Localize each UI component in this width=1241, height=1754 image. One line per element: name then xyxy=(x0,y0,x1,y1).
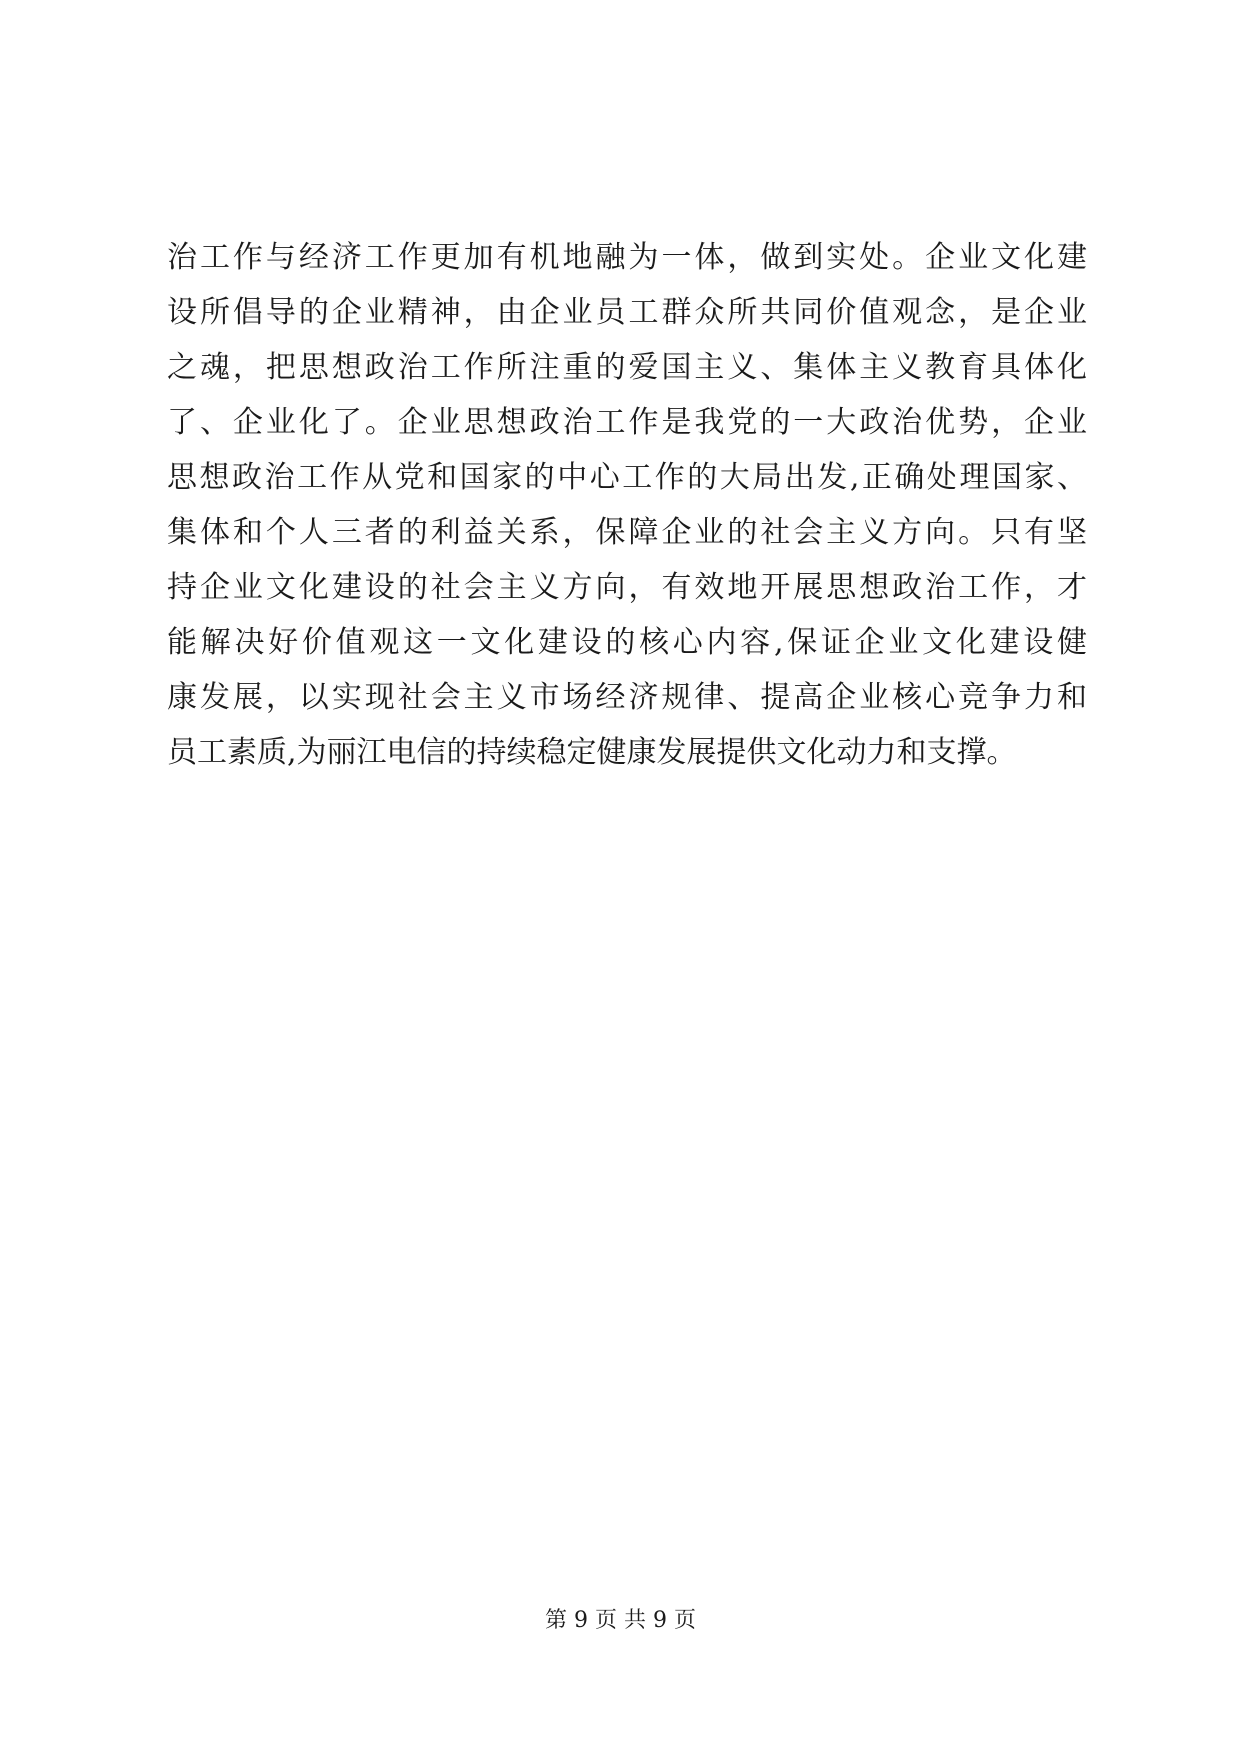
text-line: 了、企业化了。企业思想政治工作是我党的一大政治优势，企业 xyxy=(167,405,1087,440)
text-line: 集体和个人三者的利益关系，保障企业的社会主义方向。只有坚 xyxy=(167,515,1087,550)
text-line: 能解决好价值观这一文化建设的核心内容,保证企业文化建设健 xyxy=(167,625,1087,660)
text-line: 思想政治工作从党和国家的中心工作的大局出发,正确处理国家、 xyxy=(167,460,1087,495)
text-line: 员工素质,为丽江电信的持续稳定健康发展提供文化动力和支撑。 xyxy=(167,735,1017,770)
text-line: 治工作与经济工作更加有机地融为一体，做到实处。企业文化建 xyxy=(167,240,1087,275)
text-line: 康发展，以实现社会主义市场经济规律、提高企业核心竞争力和 xyxy=(167,680,1087,715)
text-line: 设所倡导的企业精神，由企业员工群众所共同价值观念，是企业 xyxy=(167,295,1087,330)
page-number-footer: 第 9 页 共 9 页 xyxy=(545,1608,696,1633)
body-paragraph xyxy=(167,230,1087,780)
text-line: 持企业文化建设的社会主义方向，有效地开展思想政治工作，才 xyxy=(167,570,1087,605)
text-line: 之魂，把思想政治工作所注重的爱国主义、集体主义教育具体化 xyxy=(167,350,1087,385)
